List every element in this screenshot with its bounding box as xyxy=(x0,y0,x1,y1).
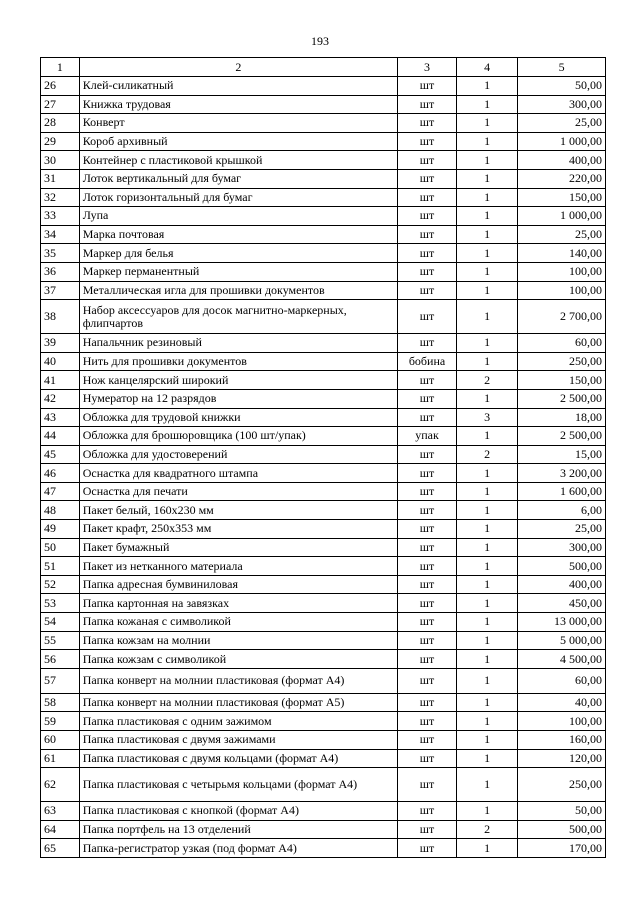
unit-cell: шт xyxy=(397,244,456,263)
item-name-cell: Пакет бумажный xyxy=(79,538,397,557)
item-name-cell: Марка почтовая xyxy=(79,225,397,244)
quantity-cell: 1 xyxy=(457,631,518,650)
table-row xyxy=(41,225,606,244)
unit-cell: шт xyxy=(397,802,456,821)
unit-cell: шт xyxy=(397,712,456,731)
header-cell-5: 5 xyxy=(518,58,606,77)
item-name-cell: Оснастка для печати xyxy=(79,482,397,501)
header-cell-3: 3 xyxy=(397,58,456,77)
header-row xyxy=(41,58,606,77)
price-cell: 4 500,00 xyxy=(518,650,606,669)
quantity-cell: 1 xyxy=(457,262,518,281)
unit-cell: шт xyxy=(397,95,456,114)
row-number-cell: 39 xyxy=(41,334,80,353)
header-cell-4: 4 xyxy=(457,58,518,77)
row-number-cell: 26 xyxy=(41,77,80,96)
price-cell: 2 700,00 xyxy=(518,300,606,334)
price-cell: 50,00 xyxy=(518,802,606,821)
quantity-cell: 1 xyxy=(457,169,518,188)
price-cell: 25,00 xyxy=(518,225,606,244)
table-row xyxy=(41,594,606,613)
row-number-cell: 61 xyxy=(41,749,80,768)
row-number-cell: 31 xyxy=(41,169,80,188)
table-body xyxy=(41,77,606,858)
quantity-cell: 3 xyxy=(457,408,518,427)
unit-cell: шт xyxy=(397,520,456,539)
items-table xyxy=(40,57,606,858)
item-name-cell: Нумератор на 12 разрядов xyxy=(79,389,397,408)
item-name-cell: Пакет из нетканного материала xyxy=(79,557,397,576)
item-name-cell: Пакет крафт, 250х353 мм xyxy=(79,520,397,539)
row-number-cell: 44 xyxy=(41,427,80,446)
quantity-cell: 1 xyxy=(457,389,518,408)
table-row xyxy=(41,77,606,96)
item-name-cell: Книжка трудовая xyxy=(79,95,397,114)
item-name-cell: Металлическая игла для прошивки документов xyxy=(79,281,397,300)
unit-cell: шт xyxy=(397,839,456,858)
quantity-cell: 1 xyxy=(457,188,518,207)
price-cell: 500,00 xyxy=(518,820,606,839)
item-name-cell: Папка портфель на 13 отделений xyxy=(79,820,397,839)
quantity-cell: 2 xyxy=(457,820,518,839)
header-cell-2: 2 xyxy=(79,58,397,77)
unit-cell: шт xyxy=(397,594,456,613)
row-number-cell: 50 xyxy=(41,538,80,557)
table-row xyxy=(41,334,606,353)
unit-cell: шт xyxy=(397,538,456,557)
row-number-cell: 30 xyxy=(41,151,80,170)
quantity-cell: 1 xyxy=(457,352,518,371)
unit-cell: шт xyxy=(397,77,456,96)
table-row xyxy=(41,693,606,712)
unit-cell: шт xyxy=(397,768,456,802)
price-cell: 250,00 xyxy=(518,768,606,802)
row-number-cell: 37 xyxy=(41,281,80,300)
item-name-cell: Оснастка для квадратного штампа xyxy=(79,464,397,483)
price-cell: 170,00 xyxy=(518,839,606,858)
quantity-cell: 1 xyxy=(457,575,518,594)
row-number-cell: 60 xyxy=(41,731,80,750)
item-name-cell: Папка кожзам на молнии xyxy=(79,631,397,650)
unit-cell: шт xyxy=(397,482,456,501)
price-cell: 1 600,00 xyxy=(518,482,606,501)
table-row xyxy=(41,557,606,576)
quantity-cell: 1 xyxy=(457,207,518,226)
item-name-cell: Папка пластиковая с двумя зажимами xyxy=(79,731,397,750)
page-number: 193 xyxy=(311,34,329,48)
item-name-cell: Папка-регистратор узкая (под формат А4) xyxy=(79,839,397,858)
price-cell: 15,00 xyxy=(518,445,606,464)
row-number-cell: 52 xyxy=(41,575,80,594)
quantity-cell: 1 xyxy=(457,520,518,539)
table-row xyxy=(41,95,606,114)
unit-cell: шт xyxy=(397,731,456,750)
price-cell: 25,00 xyxy=(518,520,606,539)
price-cell: 500,00 xyxy=(518,557,606,576)
quantity-cell: 1 xyxy=(457,712,518,731)
row-number-cell: 59 xyxy=(41,712,80,731)
item-name-cell: Лупа xyxy=(79,207,397,226)
table-row xyxy=(41,575,606,594)
unit-cell: шт xyxy=(397,169,456,188)
quantity-cell: 1 xyxy=(457,464,518,483)
table-row xyxy=(41,244,606,263)
quantity-cell: 1 xyxy=(457,693,518,712)
price-cell: 60,00 xyxy=(518,668,606,693)
quantity-cell: 1 xyxy=(457,802,518,821)
table-row xyxy=(41,501,606,520)
table-row xyxy=(41,820,606,839)
item-name-cell: Папка кожаная с символикой xyxy=(79,613,397,632)
unit-cell: шт xyxy=(397,262,456,281)
item-name-cell: Контейнер с пластиковой крышкой xyxy=(79,151,397,170)
item-name-cell: Маркер перманентный xyxy=(79,262,397,281)
header-cell-1: 1 xyxy=(41,58,80,77)
price-cell: 50,00 xyxy=(518,77,606,96)
price-cell: 120,00 xyxy=(518,749,606,768)
item-name-cell: Нить для прошивки документов xyxy=(79,352,397,371)
unit-cell: бобина xyxy=(397,352,456,371)
table-row xyxy=(41,802,606,821)
item-name-cell: Лоток горизонтальный для бумаг xyxy=(79,188,397,207)
unit-cell: шт xyxy=(397,408,456,427)
row-number-cell: 62 xyxy=(41,768,80,802)
quantity-cell: 1 xyxy=(457,95,518,114)
row-number-cell: 48 xyxy=(41,501,80,520)
quantity-cell: 1 xyxy=(457,300,518,334)
table-row xyxy=(41,613,606,632)
price-cell: 3 200,00 xyxy=(518,464,606,483)
item-name-cell: Обложка для удостоверений xyxy=(79,445,397,464)
unit-cell: шт xyxy=(397,225,456,244)
table-row xyxy=(41,445,606,464)
item-name-cell: Папка кожзам с символикой xyxy=(79,650,397,669)
quantity-cell: 1 xyxy=(457,731,518,750)
price-cell: 60,00 xyxy=(518,334,606,353)
table-row xyxy=(41,712,606,731)
table-row xyxy=(41,631,606,650)
quantity-cell: 2 xyxy=(457,371,518,390)
unit-cell: шт xyxy=(397,132,456,151)
price-cell: 2 500,00 xyxy=(518,389,606,408)
quantity-cell: 1 xyxy=(457,281,518,300)
price-cell: 100,00 xyxy=(518,281,606,300)
row-number-cell: 43 xyxy=(41,408,80,427)
row-number-cell: 54 xyxy=(41,613,80,632)
unit-cell: шт xyxy=(397,371,456,390)
table-row xyxy=(41,408,606,427)
price-cell: 400,00 xyxy=(518,151,606,170)
item-name-cell: Папка пластиковая с двумя кольцами (формат А4) xyxy=(79,749,397,768)
table-row xyxy=(41,151,606,170)
row-number-cell: 49 xyxy=(41,520,80,539)
row-number-cell: 34 xyxy=(41,225,80,244)
item-name-cell: Папка пластиковая с четырьмя кольцами (формат А4) xyxy=(79,768,397,802)
unit-cell: шт xyxy=(397,188,456,207)
quantity-cell: 2 xyxy=(457,445,518,464)
unit-cell: шт xyxy=(397,613,456,632)
price-cell: 140,00 xyxy=(518,244,606,263)
price-cell: 2 500,00 xyxy=(518,427,606,446)
row-number-cell: 45 xyxy=(41,445,80,464)
quantity-cell: 1 xyxy=(457,557,518,576)
quantity-cell: 1 xyxy=(457,482,518,501)
price-cell: 25,00 xyxy=(518,114,606,133)
price-cell: 1 000,00 xyxy=(518,132,606,151)
price-cell: 150,00 xyxy=(518,188,606,207)
table-row xyxy=(41,169,606,188)
row-number-cell: 28 xyxy=(41,114,80,133)
quantity-cell: 1 xyxy=(457,77,518,96)
item-name-cell: Напальчник резиновый xyxy=(79,334,397,353)
item-name-cell: Клей-силикатный xyxy=(79,77,397,96)
table-row xyxy=(41,389,606,408)
quantity-cell: 1 xyxy=(457,244,518,263)
quantity-cell: 1 xyxy=(457,334,518,353)
quantity-cell: 1 xyxy=(457,114,518,133)
item-name-cell: Нож канцелярский широкий xyxy=(79,371,397,390)
quantity-cell: 1 xyxy=(457,225,518,244)
row-number-cell: 32 xyxy=(41,188,80,207)
item-name-cell: Конверт xyxy=(79,114,397,133)
price-cell: 450,00 xyxy=(518,594,606,613)
unit-cell: шт xyxy=(397,557,456,576)
row-number-cell: 29 xyxy=(41,132,80,151)
item-name-cell: Папка пластиковая с кнопкой (формат А4) xyxy=(79,802,397,821)
table-row xyxy=(41,371,606,390)
row-number-cell: 53 xyxy=(41,594,80,613)
quantity-cell: 1 xyxy=(457,501,518,520)
table-row xyxy=(41,650,606,669)
item-name-cell: Папка конверт на молнии пластиковая (формат А4) xyxy=(79,668,397,693)
table-row xyxy=(41,482,606,501)
quantity-cell: 1 xyxy=(457,132,518,151)
item-name-cell: Обложка для трудовой книжки xyxy=(79,408,397,427)
item-name-cell: Набор аксессуаров для досок магнитно-маркерных, флипчартов xyxy=(79,300,397,334)
price-cell: 18,00 xyxy=(518,408,606,427)
price-cell: 40,00 xyxy=(518,693,606,712)
price-cell: 5 000,00 xyxy=(518,631,606,650)
price-cell: 6,00 xyxy=(518,501,606,520)
table-row xyxy=(41,114,606,133)
unit-cell: шт xyxy=(397,334,456,353)
table-row xyxy=(41,188,606,207)
price-cell: 220,00 xyxy=(518,169,606,188)
unit-cell: шт xyxy=(397,668,456,693)
price-cell: 300,00 xyxy=(518,538,606,557)
quantity-cell: 1 xyxy=(457,151,518,170)
quantity-cell: 1 xyxy=(457,538,518,557)
quantity-cell: 1 xyxy=(457,613,518,632)
row-number-cell: 42 xyxy=(41,389,80,408)
table-row xyxy=(41,749,606,768)
table-row xyxy=(41,207,606,226)
row-number-cell: 55 xyxy=(41,631,80,650)
unit-cell: шт xyxy=(397,693,456,712)
row-number-cell: 63 xyxy=(41,802,80,821)
row-number-cell: 57 xyxy=(41,668,80,693)
row-number-cell: 65 xyxy=(41,839,80,858)
price-cell: 100,00 xyxy=(518,712,606,731)
unit-cell: шт xyxy=(397,281,456,300)
table-row xyxy=(41,281,606,300)
price-cell: 300,00 xyxy=(518,95,606,114)
table-row xyxy=(41,538,606,557)
price-cell: 13 000,00 xyxy=(518,613,606,632)
table-row xyxy=(41,731,606,750)
row-number-cell: 58 xyxy=(41,693,80,712)
table-row xyxy=(41,427,606,446)
row-number-cell: 46 xyxy=(41,464,80,483)
table-row xyxy=(41,262,606,281)
item-name-cell: Папка конверт на молнии пластиковая (формат А5) xyxy=(79,693,397,712)
row-number-cell: 36 xyxy=(41,262,80,281)
unit-cell: шт xyxy=(397,820,456,839)
row-number-cell: 51 xyxy=(41,557,80,576)
row-number-cell: 64 xyxy=(41,820,80,839)
quantity-cell: 1 xyxy=(457,668,518,693)
unit-cell: шт xyxy=(397,445,456,464)
quantity-cell: 1 xyxy=(457,768,518,802)
quantity-cell: 1 xyxy=(457,594,518,613)
unit-cell: шт xyxy=(397,631,456,650)
price-cell: 150,00 xyxy=(518,371,606,390)
row-number-cell: 47 xyxy=(41,482,80,501)
unit-cell: шт xyxy=(397,650,456,669)
item-name-cell: Пакет белый, 160х230 мм xyxy=(79,501,397,520)
table-row xyxy=(41,352,606,371)
unit-cell: шт xyxy=(397,389,456,408)
unit-cell: шт xyxy=(397,207,456,226)
price-cell: 250,00 xyxy=(518,352,606,371)
row-number-cell: 38 xyxy=(41,300,80,334)
unit-cell: шт xyxy=(397,151,456,170)
price-cell: 100,00 xyxy=(518,262,606,281)
item-name-cell: Папка картонная на завязках xyxy=(79,594,397,613)
table-row xyxy=(41,839,606,858)
table-row xyxy=(41,132,606,151)
unit-cell: шт xyxy=(397,114,456,133)
item-name-cell: Папка пластиковая с одним зажимом xyxy=(79,712,397,731)
unit-cell: шт xyxy=(397,575,456,594)
item-name-cell: Маркер для белья xyxy=(79,244,397,263)
unit-cell: шт xyxy=(397,464,456,483)
unit-cell: шт xyxy=(397,501,456,520)
quantity-cell: 1 xyxy=(457,650,518,669)
table-row xyxy=(41,464,606,483)
row-number-cell: 40 xyxy=(41,352,80,371)
row-number-cell: 35 xyxy=(41,244,80,263)
price-cell: 160,00 xyxy=(518,731,606,750)
unit-cell: шт xyxy=(397,749,456,768)
price-cell: 1 000,00 xyxy=(518,207,606,226)
quantity-cell: 1 xyxy=(457,749,518,768)
item-name-cell: Лоток вертикальный для бумаг xyxy=(79,169,397,188)
row-number-cell: 41 xyxy=(41,371,80,390)
item-name-cell: Папка адресная бумвиниловая xyxy=(79,575,397,594)
item-name-cell: Короб архивный xyxy=(79,132,397,151)
row-number-cell: 27 xyxy=(41,95,80,114)
unit-cell: упак xyxy=(397,427,456,446)
row-number-cell: 33 xyxy=(41,207,80,226)
price-cell: 400,00 xyxy=(518,575,606,594)
table-row xyxy=(41,668,606,693)
quantity-cell: 1 xyxy=(457,427,518,446)
quantity-cell: 1 xyxy=(457,839,518,858)
table-row xyxy=(41,520,606,539)
unit-cell: шт xyxy=(397,300,456,334)
row-number-cell: 56 xyxy=(41,650,80,669)
table-row xyxy=(41,768,606,802)
table-row xyxy=(41,300,606,334)
item-name-cell: Обложка для брошюровщика (100 шт/упак) xyxy=(79,427,397,446)
